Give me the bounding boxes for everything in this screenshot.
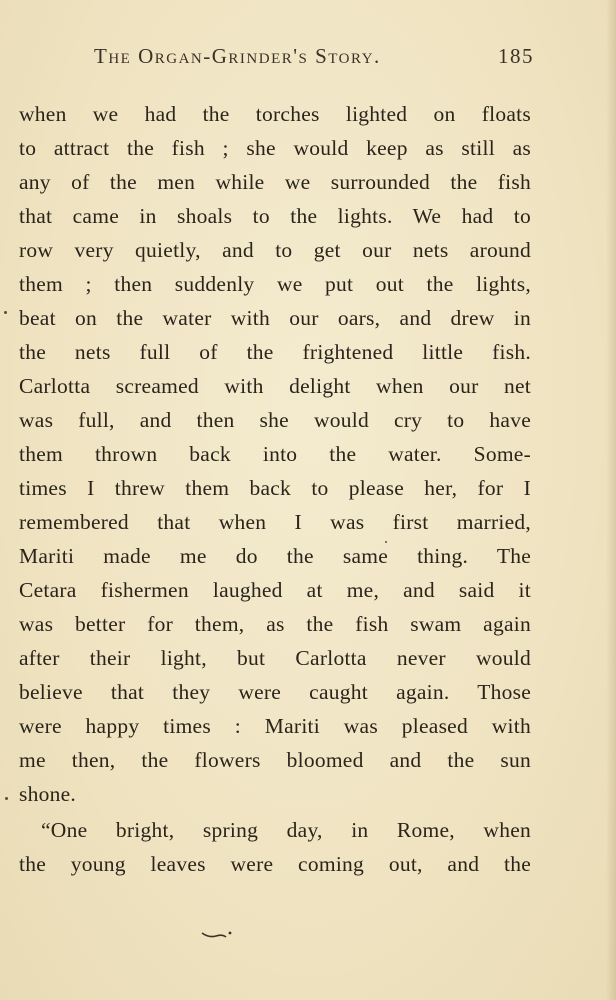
text-line: beat on the water with our oars, and drew in (19, 306, 531, 330)
text-line: the young leaves were coming out, and the (19, 852, 531, 876)
text-line: any of the men while we surrounded the fish (19, 170, 531, 194)
text-line: times I threw them back to please her, for I (19, 476, 531, 500)
text-line: when we had the torches lighted on floats (19, 102, 531, 126)
running-header (94, 44, 534, 76)
text-line: that came in shoals to the lights. We had to (19, 204, 531, 228)
ink-speck (4, 311, 7, 314)
text-line: believe that they were caught again. Those (19, 680, 531, 704)
text-line: were happy times : Mariti was pleased with (19, 714, 531, 738)
text-line: after their light, but Carlotta never would (19, 646, 531, 670)
page-edge-shadow (606, 0, 616, 1000)
running-title: The Organ-Grinder's Story. (94, 44, 381, 68)
text-line: Carlotta screamed with delight when our net (19, 374, 531, 398)
text-line: row very quietly, and to get our nets around (19, 238, 531, 262)
text-line: them thrown back into the water. Some- (19, 442, 531, 466)
text-line: me then, the flowers bloomed and the sun (19, 748, 531, 772)
text-line: them ; then suddenly we put out the lights, (19, 272, 531, 296)
text-line: to attract the fish ; she would keep as still as (19, 136, 531, 160)
paragraph-first-line: “One bright, spring day, in Rome, when (41, 818, 531, 842)
ink-speck (5, 797, 8, 800)
text-line: was better for them, as the fish swam again (19, 612, 531, 636)
text-line: remembered that when I was first married, (19, 510, 531, 534)
text-line: Mariti made me do the same thing. The (19, 544, 531, 568)
page-number: 185 (498, 44, 534, 68)
ink-speck (385, 541, 387, 543)
text-line: the nets full of the frightened little fish. (19, 340, 531, 364)
text-line: shone. (19, 782, 77, 806)
printer-mark-ornament (200, 930, 234, 940)
text-line: Cetara fishermen laughed at me, and said it (19, 578, 531, 602)
text-line: was full, and then she would cry to have (19, 408, 531, 432)
body-text (19, 97, 531, 881)
